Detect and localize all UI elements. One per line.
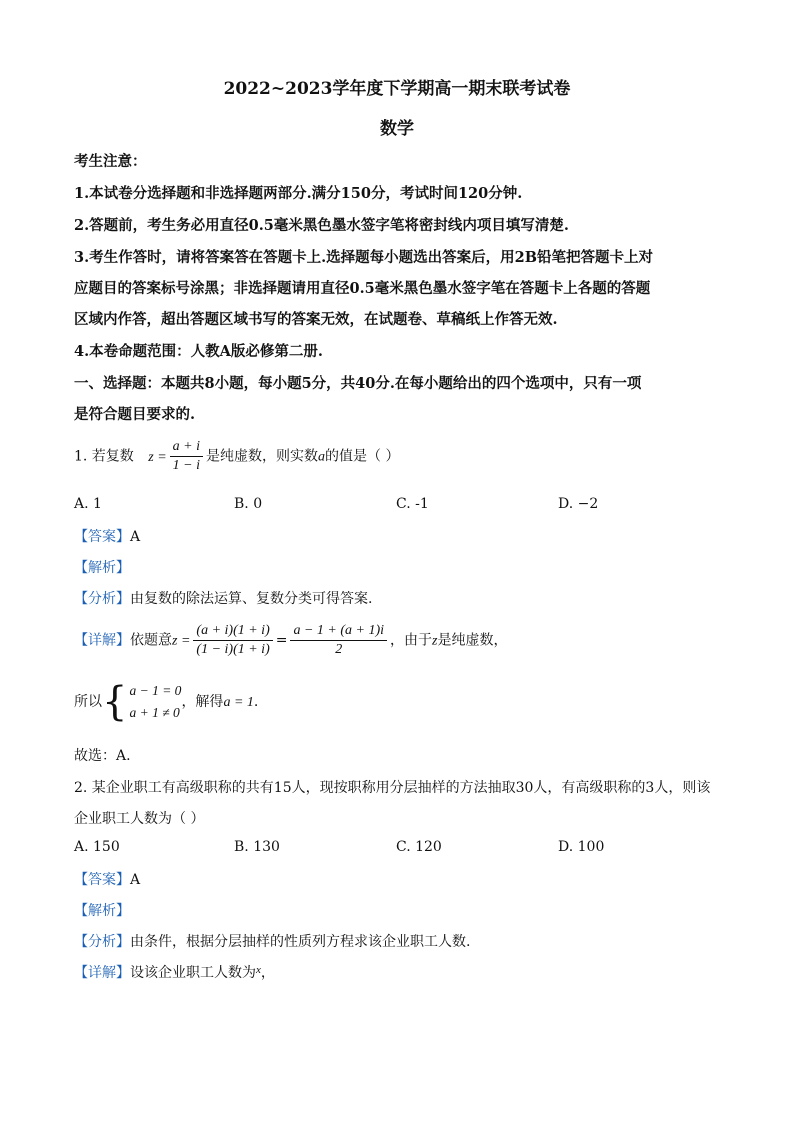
- q1-prefix: 1. 若复数: [74, 448, 134, 465]
- notice-item-3-cont2: 区域内作答，超出答题区域书写的答案无效，在试题卷、草稿纸上作答无效.: [74, 311, 558, 328]
- q1-sys-end: .: [253, 694, 259, 710]
- q1-detail-den-2: 2: [335, 642, 343, 657]
- q1-z-eq: z =: [148, 449, 167, 465]
- question-2-cont: 企业职工人数为（ ）: [74, 811, 205, 827]
- q1-analysis-label: 【分析】: [74, 591, 130, 607]
- q1-detail-post2: 是纯虚数，: [437, 632, 508, 649]
- q1-system: [74, 680, 258, 724]
- q1-sys-post: ，解得: [181, 694, 224, 710]
- q2-detail: [74, 962, 275, 982]
- notice-item-3: 3.考生作答时，请将答案答在答题卡上.选择题每小题选出答案后，用2B铅笔把答题卡上对: [74, 249, 654, 266]
- q1-option-b: B. 0: [234, 496, 263, 512]
- q1-detail-num-2: a − 1 + (a + 1)i: [290, 622, 387, 641]
- q1-detail-z: z =: [172, 633, 191, 649]
- q1-detail-post: ，由于: [390, 632, 433, 649]
- q2-detail-var: x: [256, 964, 261, 976]
- q2-detail-text: 设该企业职工人数为: [130, 965, 256, 981]
- q1-answer-value: A: [130, 529, 141, 545]
- q1-frac-num: a + i: [170, 438, 203, 457]
- q1-suffix2: 的值是（ ）: [325, 448, 400, 465]
- notice-item-3-cont: 应题目的答案标号涂黑；非选择题请用直径0.5毫米黑色墨水签字笔在答题卡上各题的答题: [74, 280, 651, 297]
- q1-detail-label: 【详解】: [74, 632, 130, 649]
- q2-option-a: A. 150: [74, 839, 120, 855]
- q1-sys-line-1: a − 1 = 0: [129, 683, 182, 698]
- question-1: [74, 438, 399, 475]
- question-2: 2. 某企业职工有高级职称的共有15人，现按职称用分层抽样的方法抽取30人，有高级职称的3人，则该: [74, 780, 711, 796]
- q1-conclusion: 故选：A.: [74, 748, 131, 764]
- page-subtitle: 数学: [380, 119, 414, 139]
- notice-item-2: 2.答题前，考生务必用直径0.5毫米黑色墨水签字笔将密封线内项目填写清楚.: [74, 217, 569, 234]
- q1-analysis-tag: 【解析】: [74, 560, 130, 576]
- q1-option-c: C. -1: [396, 496, 429, 512]
- q2-analysis-text: 由条件，根据分层抽样的性质列方程求该企业职工人数.: [130, 934, 471, 950]
- q2-answer-value: A: [130, 872, 141, 888]
- q2-answer-tag: 【答案】: [74, 872, 130, 888]
- q2-analysis-label: 【分析】: [74, 934, 130, 950]
- q1-detail-den-1: (1 − i)(1 + i): [196, 642, 270, 657]
- q2-analysis-tag: 【解析】: [74, 903, 130, 919]
- q1-analysis-text: 由复数的除法运算、复数分类可得答案.: [130, 591, 373, 607]
- q2-option-b: B. 130: [234, 839, 280, 855]
- q1-sys-pre: 所以: [74, 694, 102, 710]
- q1-sys-lines: [129, 680, 181, 724]
- page-title: 2022~2023学年度下学期高一期末联考试卷: [223, 79, 571, 99]
- q1-fraction: [170, 438, 203, 475]
- q1-sys-result: a = 1: [223, 695, 254, 710]
- q1-option-d: D. −2: [558, 496, 599, 512]
- notice-heading: 考生注意：: [74, 153, 147, 170]
- q1-detail-pre: 依题意: [130, 632, 172, 649]
- q1-detail-zvar: z: [432, 633, 438, 649]
- q2-option-c: C. 120: [396, 839, 442, 855]
- q2-answer: [74, 869, 140, 889]
- q2-detail-label: 【详解】: [74, 965, 130, 981]
- notice-item-4: 4.本卷命题范围：人教A版必修第二册.: [74, 343, 323, 360]
- section-heading: 一、选择题：本题共8小题，每小题5分，共40分.在每小题给出的四个选项中，只有一项: [74, 375, 642, 392]
- q1-sys-line-2: a + 1 ≠ 0: [129, 705, 180, 720]
- q1-detail: [74, 622, 507, 659]
- q2-analysis: [74, 931, 470, 951]
- q2-detail-end: ，: [260, 965, 275, 981]
- q1-var-a: a: [318, 449, 326, 465]
- q2-option-d: D. 100: [558, 839, 605, 855]
- brace-icon: {: [102, 679, 128, 725]
- notice-item-1: 1.本试卷分选择题和非选择题两部分.满分150分，考试时间120分钟.: [74, 185, 523, 202]
- q1-answer: [74, 526, 140, 546]
- q1-detail-num-1: (a + i)(1 + i): [193, 622, 272, 641]
- q1-detail-eq: =: [275, 632, 288, 649]
- q1-answer-tag: 【答案】: [74, 529, 130, 545]
- q1-equation-system: [102, 680, 181, 724]
- q1-option-a: A. 1: [74, 496, 102, 512]
- q1-suffix: 是纯虚数，则实数: [206, 448, 319, 465]
- section-heading-cont: 是符合题目要求的.: [74, 406, 196, 423]
- q1-detail-frac-2: [290, 622, 387, 659]
- q1-analysis: [74, 588, 372, 608]
- q1-detail-frac-1: [193, 622, 272, 659]
- q1-frac-den: 1 − i: [172, 458, 201, 473]
